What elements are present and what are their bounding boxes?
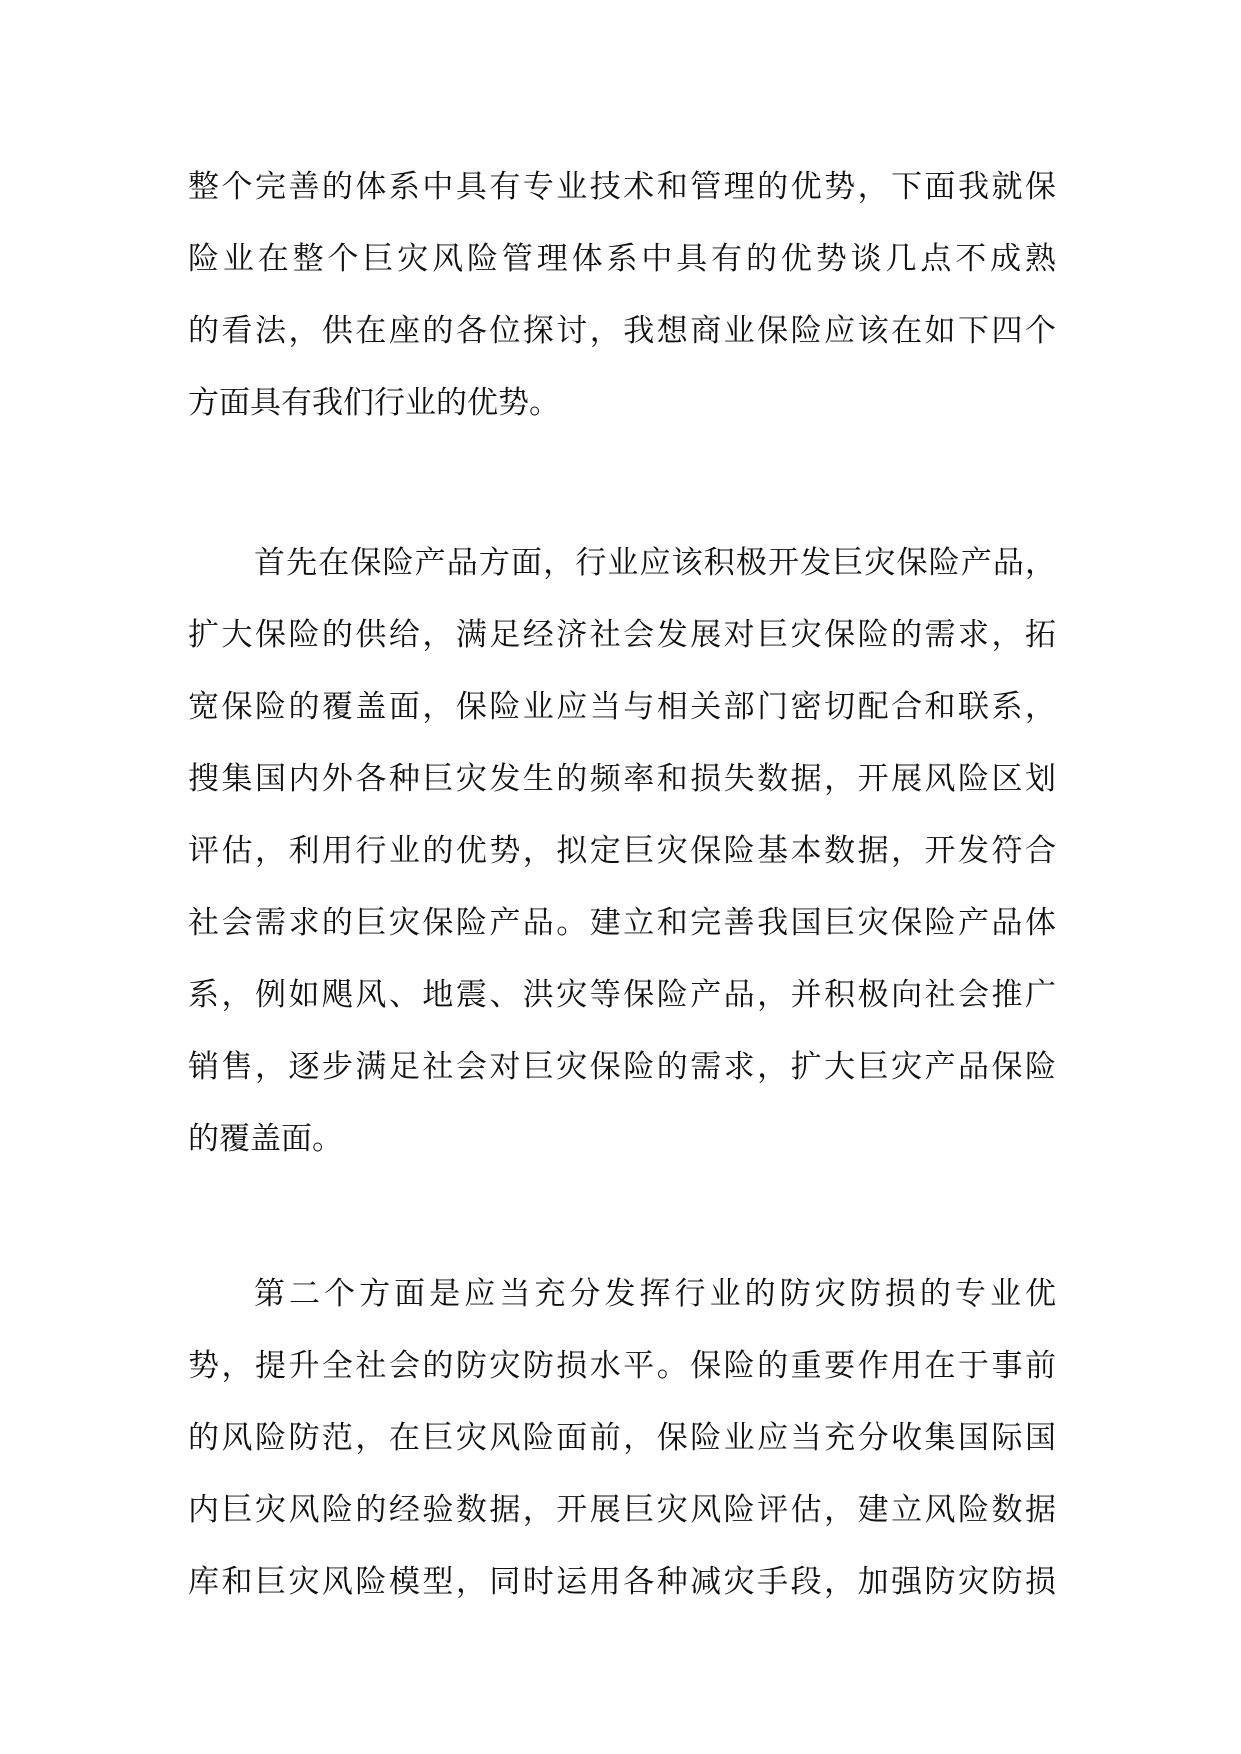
paragraph-2-line-4: 搜集国内外各种巨灾发生的频率和损失数据，开展风险区划	[188, 761, 1056, 797]
paragraph-3-line-4: 内巨灾风险的经验数据，开展巨灾风险评估，建立风险数据	[188, 1492, 1056, 1528]
paragraph-2-line-8: 销售，逐步满足社会对巨灾保险的需求，扩大巨灾产品保险	[188, 1049, 1056, 1085]
paragraph-1-line-1: 整个完善的体系中具有专业技术和管理的优势，下面我就保	[188, 169, 1056, 205]
paragraph-2-line-6: 社会需求的巨灾保险产品。建立和完善我国巨灾保险产品体	[188, 905, 1056, 941]
paragraph-2-line-1: 首先在保险产品方面，行业应该积极开发巨灾保险产品，	[254, 545, 1056, 581]
paragraph-2-line-7: 系，例如飓风、地震、洪灾等保险产品，并积极向社会推广	[188, 977, 1056, 1013]
paragraph-3-line-3: 的风险防范，在巨灾风险面前，保险业应当充分收集国际国	[188, 1420, 1056, 1456]
paragraph-1-line-2: 险业在整个巨灾风险管理体系中具有的优势谈几点不成熟	[188, 241, 1056, 277]
paragraph-2-line-5: 评估，利用行业的优势，拟定巨灾保险基本数据，开发符合	[188, 833, 1056, 869]
paragraph-3-line-2: 势，提升全社会的防灾防损水平。保险的重要作用在于事前	[188, 1348, 1056, 1384]
paragraph-2	[188, 527, 1056, 1175]
paragraph-2-line-2: 扩大保险的供给，满足经济社会发展对巨灾保险的需求，拓	[188, 617, 1056, 653]
paragraph-1	[188, 151, 1056, 439]
paragraph-3	[188, 1258, 1056, 1618]
paragraph-3-line-1: 第二个方面是应当充分发挥行业的防灾防损的专业优	[254, 1276, 1056, 1312]
paragraph-1-line-4: 方面具有我们行业的优势。	[188, 385, 560, 421]
paragraph-3-line-5: 库和巨灾风险模型，同时运用各种减灾手段，加强防灾防损	[188, 1564, 1056, 1600]
paragraph-2-line-9: 的覆盖面。	[188, 1121, 343, 1157]
paragraph-2-line-3: 宽保险的覆盖面，保险业应当与相关部门密切配合和联系，	[188, 689, 1056, 725]
paragraph-1-line-3: 的看法，供在座的各位探讨，我想商业保险应该在如下四个	[188, 313, 1056, 349]
